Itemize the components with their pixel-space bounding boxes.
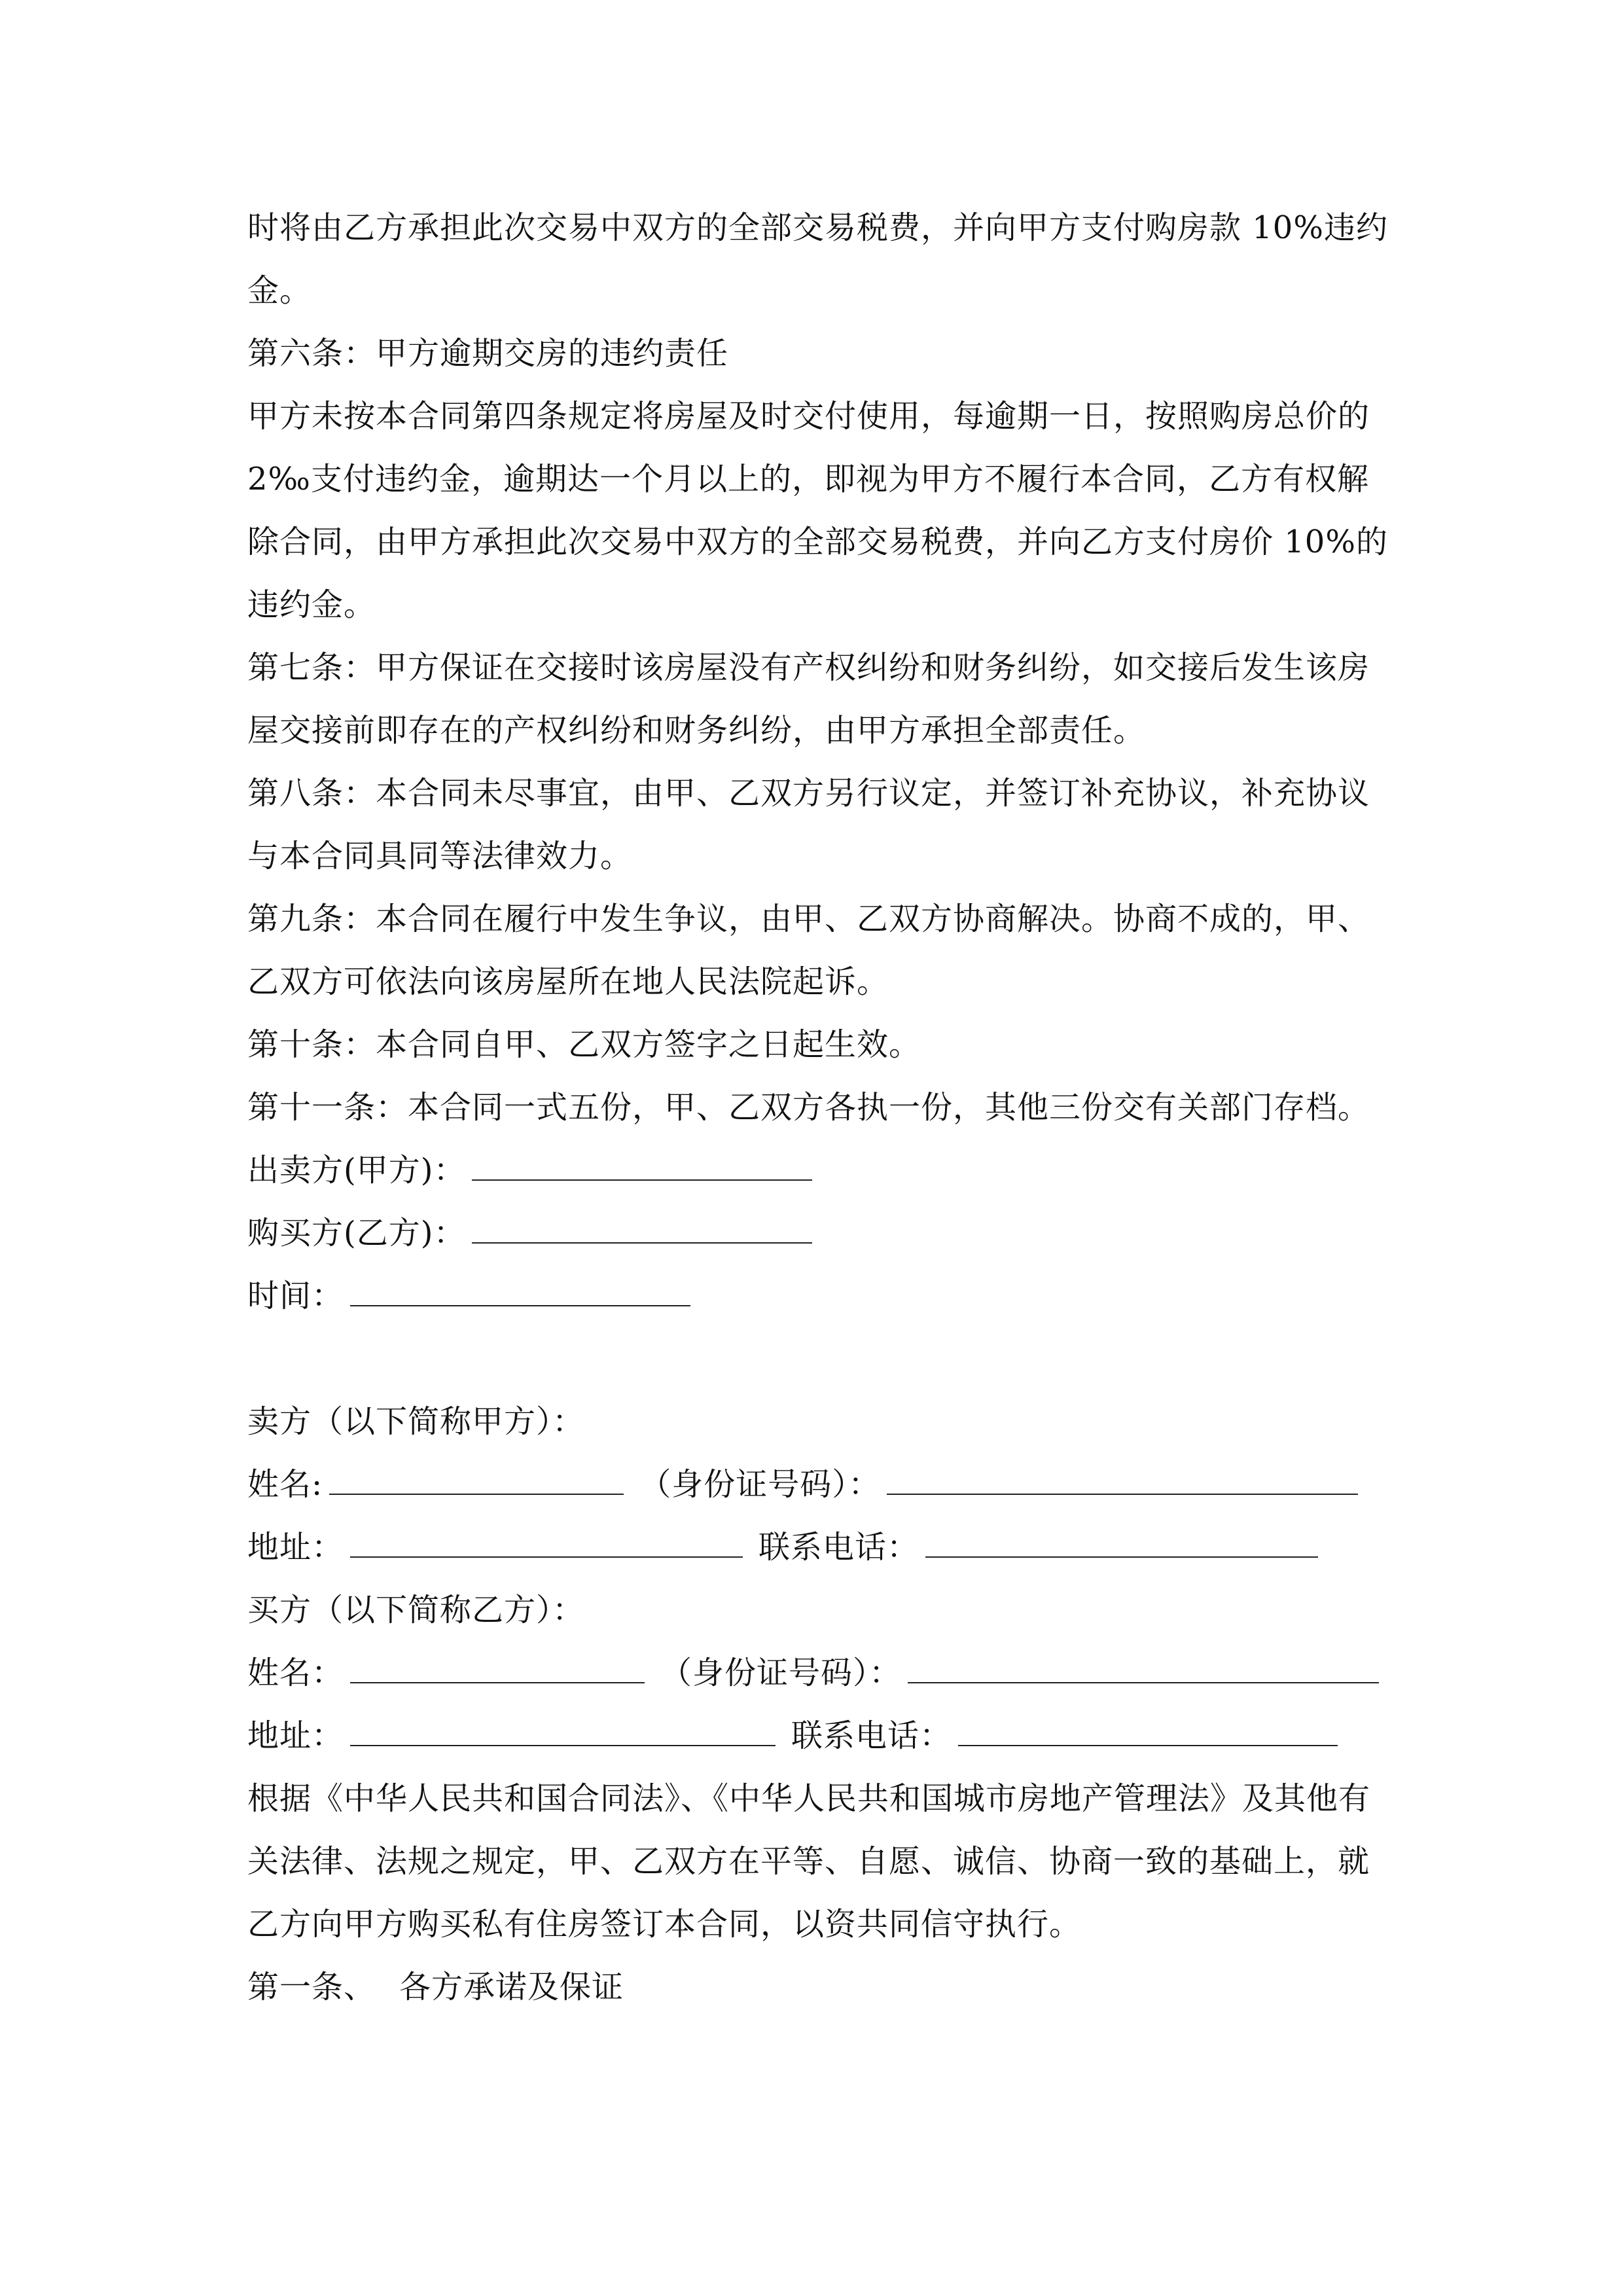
text-line: 除合同，由甲方承担此次交易中双方的全部交易税费，并向乙方支付房价 10%的 [247, 524, 1388, 560]
seller-id-label: （身份证号码）： [639, 1466, 881, 1503]
buyer-signature-row [247, 1213, 812, 1253]
text-line: 金。 [247, 272, 312, 309]
buyer-phone-field[interactable] [958, 1716, 1338, 1746]
text-line: 2‰支付违约金，逾期达一个月以上的，即视为甲方不履行本合同，乙方有权解 [247, 461, 1369, 497]
article-seven: 第七条：甲方保证在交接时该房屋没有产权纠纷和财务纠纷，如交接后发生该房 [247, 649, 1370, 686]
buyer-address-field[interactable] [350, 1716, 776, 1746]
time-field[interactable] [350, 1276, 690, 1306]
text-line: 与本合同具同等法律效力。 [247, 838, 633, 874]
seller-address-label: 地址： [247, 1529, 344, 1566]
seller-signature-label: 出卖方(甲方)： [247, 1152, 466, 1189]
article-one-heading [247, 1967, 624, 2007]
text-line: 屋交接前即存在的产权纠纷和财务纠纷，由甲方承担全部责任。 [247, 712, 1146, 749]
seller-phone-field[interactable] [925, 1528, 1318, 1558]
article-one-title: 各方承诺及保证 [399, 1969, 624, 2005]
buyer-signature-field[interactable] [472, 1213, 812, 1244]
text-line: 甲方未按本合同第四条规定将房屋及时交付使用，每逾期一日，按照购房总价的 [247, 398, 1370, 435]
seller-name-label: 姓名: [247, 1466, 323, 1503]
article-one-number: 第一条、 [247, 1969, 376, 2005]
time-label: 时间： [247, 1278, 344, 1314]
seller-signature-field[interactable] [472, 1151, 812, 1181]
time-row [247, 1276, 690, 1316]
text-line: 时将由乙方承担此次交易中双方的全部交易税费，并向甲方支付购房款 10%违约 [247, 209, 1388, 246]
buyer-name-row [247, 1653, 1379, 1693]
seller-address-row [247, 1528, 1318, 1567]
seller-name-field[interactable] [329, 1465, 624, 1495]
article-eight: 第八条：本合同未尽事宜，由甲、乙双方另行议定，并签订补充协议，补充协议 [247, 775, 1370, 812]
seller-heading: 卖方（以下简称甲方）： [247, 1403, 585, 1440]
article-nine: 第九条：本合同在履行中发生争议，由甲、乙双方协商解决。协商不成的，甲、 [247, 901, 1370, 937]
article-eleven: 第十一条：本合同一式五份，甲、乙双方各执一份，其他三份交有关部门存档。 [247, 1089, 1370, 1126]
text-line: 乙双方可依法向该房屋所在地人民法院起诉。 [247, 963, 889, 1000]
seller-signature-row [247, 1151, 812, 1190]
buyer-id-label: （身份证号码）： [660, 1655, 902, 1691]
buyer-id-field[interactable] [908, 1653, 1379, 1683]
preamble-line: 根据《中华人民共和国合同法》、《中华人民共和国城市房地产管理法》及其他有 [247, 1780, 1371, 1817]
preamble-line: 关法律、法规之规定，甲、乙双方在平等、自愿、诚信、协商一致的基础上，就 [247, 1843, 1370, 1880]
buyer-name-field[interactable] [350, 1653, 645, 1683]
article-ten: 第十条：本合同自甲、乙双方签字之日起生效。 [247, 1026, 921, 1063]
buyer-name-label: 姓名： [247, 1655, 344, 1691]
seller-id-field[interactable] [887, 1465, 1358, 1495]
text-line: 违约金。 [247, 586, 376, 623]
buyer-address-label: 地址： [247, 1717, 344, 1754]
seller-name-row [247, 1465, 1358, 1504]
buyer-signature-label: 购买方(乙方)： [247, 1215, 466, 1251]
buyer-address-row [247, 1716, 1338, 1755]
preamble-line: 乙方向甲方购买私有住房签订本合同，以资共同信守执行。 [247, 1906, 1082, 1943]
seller-phone-label: 联系电话： [758, 1529, 919, 1566]
buyer-phone-label: 联系电话： [791, 1717, 952, 1754]
article-six-heading: 第六条：甲方逾期交房的违约责任 [247, 335, 729, 372]
seller-address-field[interactable] [350, 1528, 743, 1558]
buyer-heading: 买方（以下简称乙方）： [247, 1592, 585, 1628]
